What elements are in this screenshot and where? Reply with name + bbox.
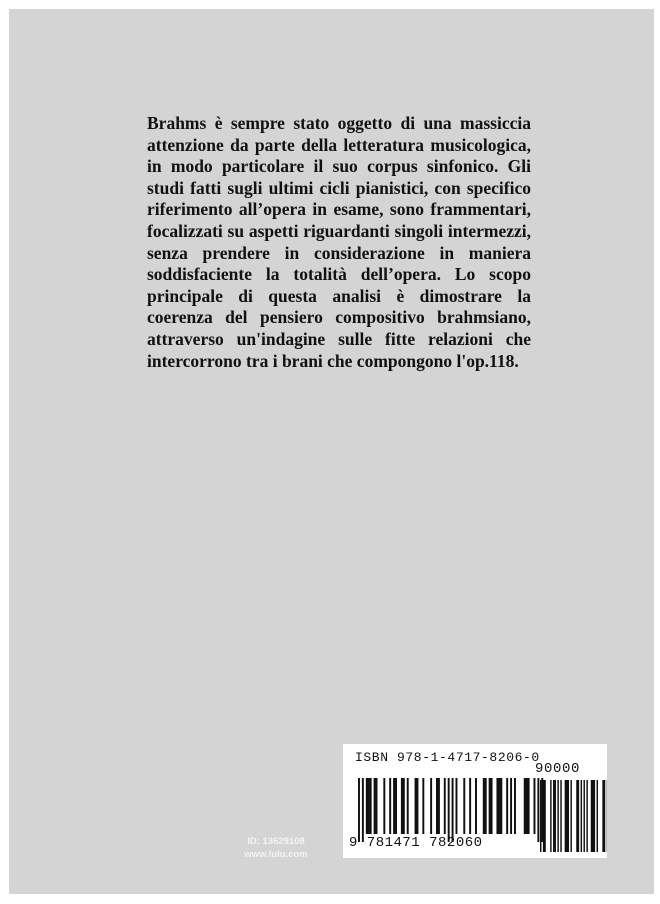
addon-bar [586, 780, 587, 852]
addon-bar [560, 780, 561, 852]
barcode-bar [496, 778, 502, 834]
barcode-bar [537, 778, 539, 842]
barcode-bar [506, 778, 508, 834]
barcode-bar [383, 778, 385, 834]
barcode-bar [401, 778, 405, 834]
addon-bar [602, 780, 605, 852]
isbn-barcode [343, 744, 607, 858]
publisher-url: www.lulu.com [244, 849, 308, 860]
barcode-bar [469, 778, 471, 834]
barcode-bar [436, 778, 440, 834]
barcode-bar [362, 778, 364, 842]
barcode-bar [510, 778, 512, 834]
barcode-bar [524, 778, 530, 834]
barcode-bar [430, 778, 432, 834]
barcode-bar [393, 778, 397, 834]
addon-bar [576, 780, 579, 852]
barcode-bar [415, 778, 419, 834]
publisher-info [231, 835, 321, 861]
barcode-bar [366, 778, 372, 834]
barcode-bar [475, 778, 477, 834]
barcode-bar [389, 778, 391, 834]
barcode-bar [448, 778, 450, 842]
barcode-bar [452, 778, 454, 842]
addon-bar [550, 780, 551, 852]
addon-bar [565, 780, 569, 852]
addon-bar [540, 780, 541, 852]
addon-bar [553, 780, 556, 852]
barcode-bar [534, 778, 536, 834]
barcode-bar [374, 778, 378, 834]
addon-bar [591, 780, 595, 852]
barcode-bar [483, 778, 487, 834]
barcode-bar [407, 778, 409, 834]
price-code: 90000 [535, 761, 581, 777]
barcode-bar [456, 778, 458, 834]
addon-bar [584, 780, 585, 852]
ean-digits: 9 781471 782060 [349, 835, 483, 851]
addon-bar [557, 780, 558, 852]
addon-bar [597, 780, 598, 852]
addon-bar [570, 780, 571, 852]
barcode-bar [463, 778, 465, 834]
barcode-bar [422, 778, 424, 834]
barcode-bar [444, 778, 446, 834]
addon-bar [581, 780, 582, 852]
publisher-id: ID: 13629108 [247, 836, 305, 847]
barcode-bar [358, 778, 360, 842]
blurb-text: Brahms è sempre stato oggetto di una massiccia attenzione da parte della letteratura musicologica, in modo particolare il suo corpus sinfonico. Gli studi fatti sugli ultimi cicli pianistici, con specifico riferimento all’opera in esame, sono frammentari, focalizzati su aspetti riguardanti singoli intermezzi, senza prendere in considerazione in maniera soddisfaciente la totalità dell’opera. Lo scopo principale di questa analisi è dimostrare la coerenza del pensiero compositivo brahmsiano, attraverso un'indagine sulle fitte relazioni che intercorrono tra i brani che compongono l'op.118. [147, 113, 531, 371]
barcode-bar [514, 778, 516, 834]
isbn-label: ISBN 978-1-4717-8206-0 [355, 750, 540, 765]
barcode-bar [489, 778, 493, 834]
addon-bar [543, 780, 546, 852]
